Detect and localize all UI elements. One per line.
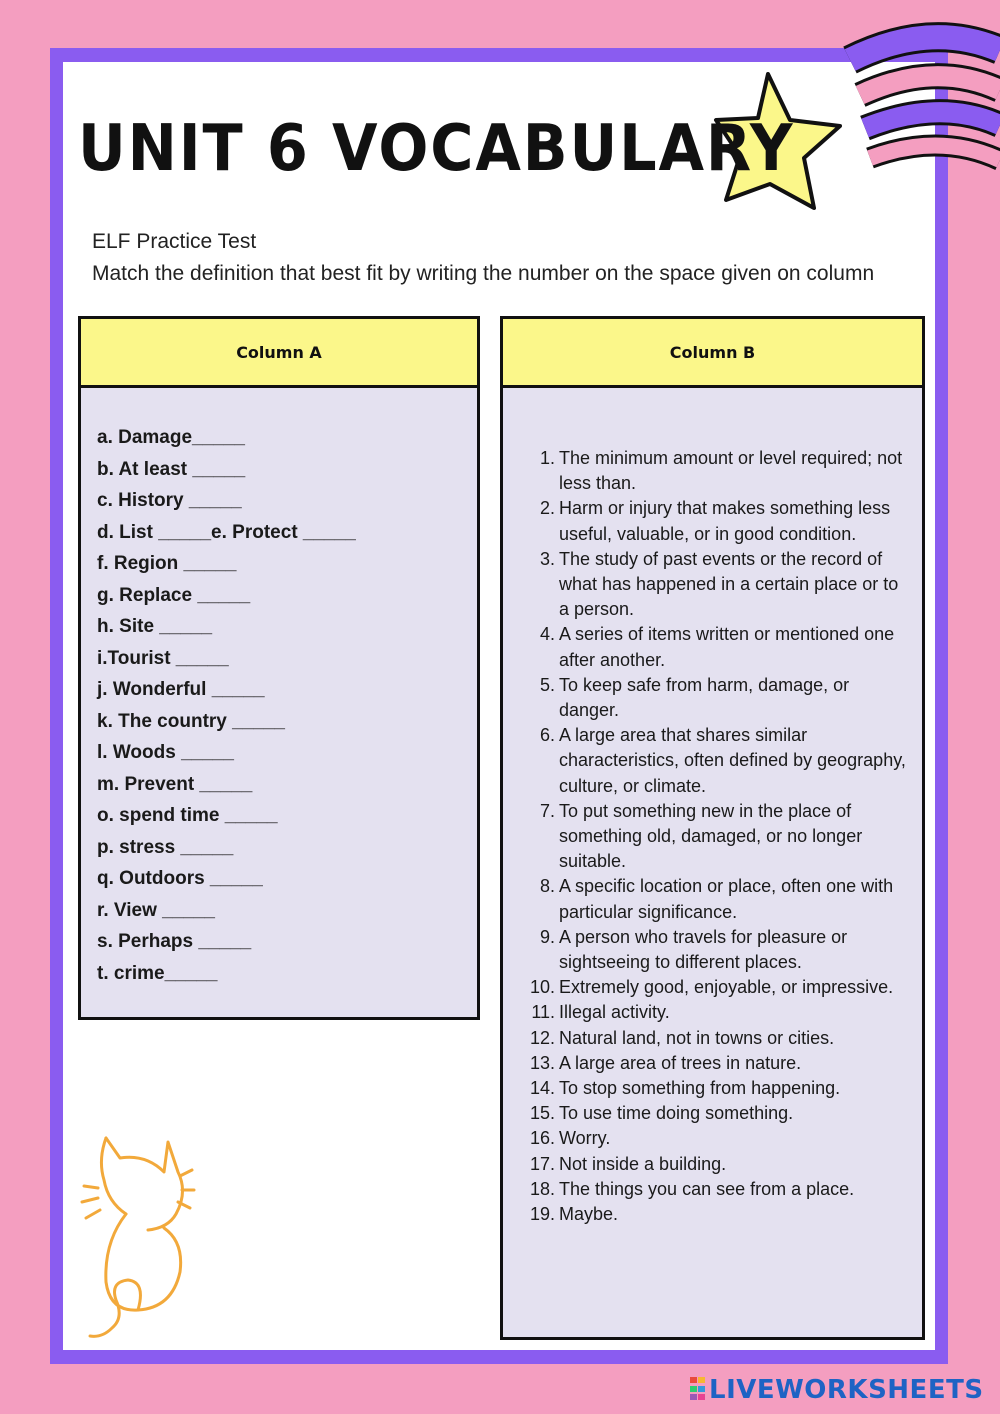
column-a-item: b. At least _____ <box>97 458 246 480</box>
definition-number: 7. <box>539 800 555 821</box>
definition-number: 18. <box>529 1178 555 1199</box>
column-a-item: r. View _____ <box>97 899 215 921</box>
column-a-item: i.Tourist _____ <box>97 647 229 669</box>
definition-text: The study of past events or the record of what has happened in a certain place or to a person. <box>559 548 899 620</box>
definition-text: To put something new in the place of something old, damaged, or no longer suitable. <box>559 800 863 872</box>
instructions-text: Match the definition that best fit by writing the number on the space given on column <box>92 262 875 285</box>
definition-text: To keep safe from harm, damage, or danger. <box>559 674 850 721</box>
column-a-item: a. Damage_____ <box>97 427 245 448</box>
column-b-item <box>521 673 908 723</box>
column-b-box <box>500 316 925 1340</box>
column-b-item <box>521 1000 908 1025</box>
column-b-item <box>521 1152 908 1177</box>
column-a-item: t. crime_____ <box>97 962 218 984</box>
subtitle: ELF Practice Test <box>92 230 257 253</box>
definition-number: 3. <box>539 548 555 569</box>
definition-text: Worry. <box>559 1128 611 1149</box>
definition-text: Maybe. <box>559 1204 619 1225</box>
column-a-item: p. stress _____ <box>97 836 234 858</box>
column-b-item <box>521 799 908 875</box>
definition-number: 17. <box>529 1153 555 1174</box>
column-b-header: Column B <box>503 319 922 388</box>
definition-text: A large area of trees in nature. <box>559 1052 802 1073</box>
column-a-item: o. spend time _____ <box>97 805 278 826</box>
column-a-item: m. Prevent _____ <box>97 773 253 795</box>
column-a-item: k. The country _____ <box>97 710 285 732</box>
definition-text: A large area that shares similar characteristics, often defined by geography, culture, or climate. <box>559 725 906 796</box>
column-b-item <box>521 975 908 1000</box>
definition-number: 4. <box>539 624 555 645</box>
definition-number: 13. <box>529 1052 555 1073</box>
definition-text: The minimum amount or level required; not less than. <box>559 448 903 494</box>
column-b-item <box>521 1202 908 1227</box>
definition-number: 12. <box>529 1027 555 1048</box>
definition-number: 6. <box>539 725 555 746</box>
column-a-item: q. Outdoors _____ <box>97 868 263 889</box>
definition-text: Illegal activity. <box>559 1002 670 1023</box>
definition-number: 8. <box>539 876 555 897</box>
definition-text: Harm or injury that makes something less useful, valuable, or in good condition. <box>559 498 891 544</box>
column-a-item: g. Replace _____ <box>97 584 251 606</box>
column-b-item <box>521 1126 908 1151</box>
column-b-item <box>521 1051 908 1076</box>
column-a-item: h. Site _____ <box>97 616 213 637</box>
definition-text: A specific location or place, often one with particular significance. <box>559 876 894 922</box>
column-b-item <box>521 1101 908 1126</box>
definition-number: 11. <box>531 1002 555 1023</box>
column-a-box <box>78 316 480 1020</box>
column-a-list <box>81 388 477 989</box>
definition-text: A person who travels for pleasure or sightseeing to different places. <box>559 926 848 973</box>
column-b-item <box>521 1026 908 1051</box>
column-a-item: s. Perhaps _____ <box>97 931 252 952</box>
column-a-item: l. Woods _____ <box>97 742 234 763</box>
definition-text: Natural land, not in towns or cities. <box>559 1027 835 1048</box>
rainbow-trail <box>850 37 1000 160</box>
definition-number: 10. <box>529 977 555 998</box>
column-b-item <box>521 622 908 672</box>
page-title: UNIT 6 VOCABULARY <box>78 112 795 186</box>
column-a-item: f. Region _____ <box>97 553 237 574</box>
column-b-item <box>521 1177 908 1202</box>
definition-text: A series of items written or mentioned one after another. <box>559 624 895 670</box>
column-b-list <box>503 388 922 1227</box>
column-a-item: c. History _____ <box>97 490 242 511</box>
column-b-item <box>521 925 908 975</box>
liveworksheets-logo-icon <box>690 1377 706 1403</box>
cat-icon <box>76 1132 196 1347</box>
definition-number: 9. <box>539 926 555 947</box>
column-b-item <box>521 1076 908 1101</box>
column-b-item <box>521 874 908 924</box>
brand-name: LIVEWORKSHEETS <box>709 1375 984 1405</box>
brand-footer <box>690 1372 984 1408</box>
definition-number: 19. <box>529 1204 555 1225</box>
definition-text: To stop something from happening. <box>559 1078 841 1099</box>
definition-number: 5. <box>539 674 555 695</box>
column-b-item <box>521 496 908 546</box>
column-b-item <box>521 723 908 799</box>
definition-number: 1. <box>539 448 555 468</box>
column-b-item <box>521 547 908 623</box>
column-b-item <box>521 446 908 496</box>
definition-text: Not inside a building. <box>559 1153 727 1174</box>
column-a-item: d. List _____e. Protect _____ <box>97 521 356 543</box>
definition-text: The things you can see from a place. <box>559 1178 855 1199</box>
definition-number: 15. <box>529 1103 555 1124</box>
definition-text: Extremely good, enjoyable, or impressive. <box>559 977 894 998</box>
column-a-header: Column A <box>81 319 477 388</box>
column-a-item: j. Wonderful _____ <box>97 679 265 700</box>
definition-number: 2. <box>539 498 555 519</box>
definition-number: 14. <box>529 1078 555 1099</box>
definition-text: To use time doing something. <box>559 1103 794 1124</box>
instructions-block <box>92 226 892 290</box>
definition-number: 16. <box>529 1128 555 1149</box>
